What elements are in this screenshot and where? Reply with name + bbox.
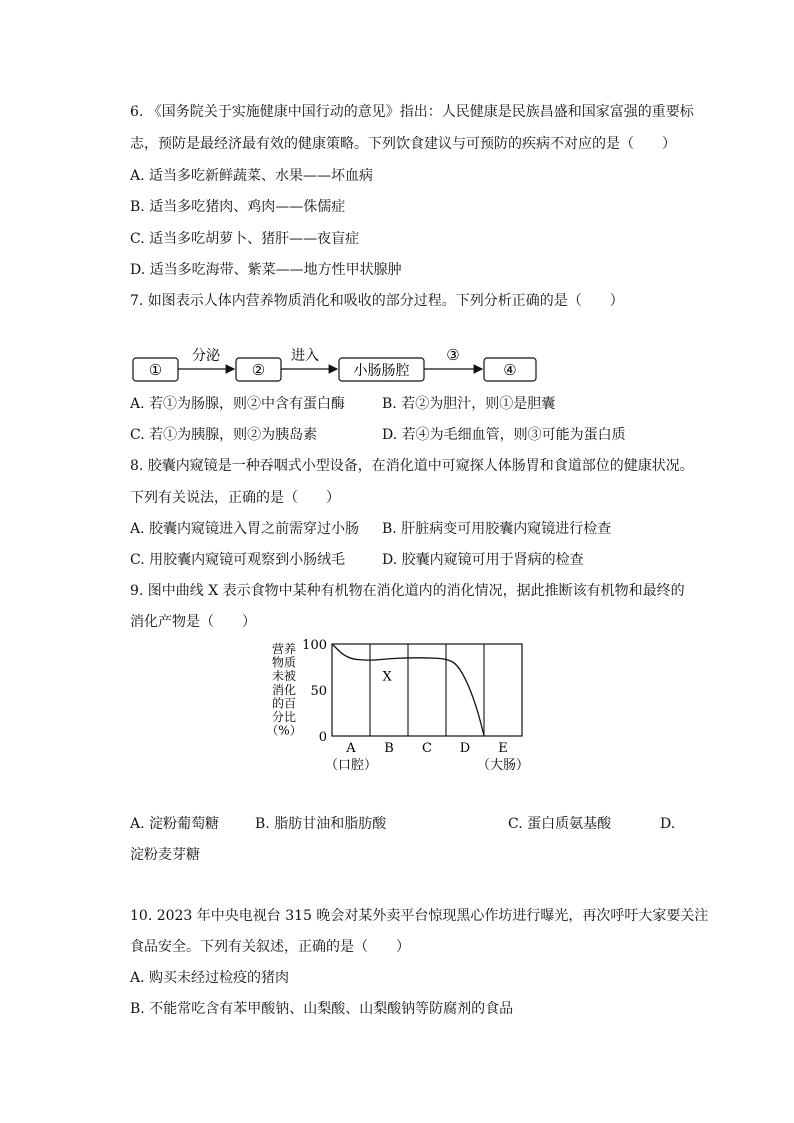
q10-stem-line2: 食品安全。下列有关叙述，正确的是（ ）	[130, 939, 410, 955]
q8-stem-line1: 8. 胶囊内窥镜是一种吞咽式小型设备，在消化道中可窥探人体肠胃和食道部位的健康状况。	[130, 458, 694, 474]
chart-x-category-label: C	[422, 741, 432, 756]
chart-x-category-note: （口腔）	[324, 758, 378, 773]
chart-y-axis-label: 消化	[271, 682, 297, 697]
q6-option-a: A. 适当多吃新鲜蔬菜、水果——坏血病	[130, 168, 374, 184]
q6-stem-line2: 志，预防是最经济最有效的健康策略。下列饮食建议与可预防的疾病不对应的是（ ）	[130, 136, 676, 152]
chart-y-tick-label: 100	[302, 638, 327, 653]
flow-box-4-label: ④	[503, 361, 517, 379]
q6-option-d: D. 适当多吃海带、紫菜——地方性甲状腺肿	[130, 262, 402, 278]
q6-option-b: B. 适当多吃猪肉、鸡肉——侏儒症	[130, 199, 346, 215]
chart-y-axis-label: 营养	[271, 642, 297, 656]
chart-x-category-label: B	[384, 741, 394, 756]
q6-option-c: C. 适当多吃胡萝卜、猪肝——夜盲症	[130, 231, 360, 247]
q9-digestion-chart	[260, 636, 550, 776]
q7-stem: 7. 如图表示人体内营养物质消化和吸收的部分过程。下列分析正确的是（ ）	[130, 293, 624, 309]
q7-flow-diagram	[0, 340, 794, 390]
q9-option-a: A. 淀粉葡萄糖	[130, 816, 220, 832]
q7-option-c: C. 若①为胰腺，则②为胰岛素	[130, 427, 318, 443]
q9-stem-line2: 消化产物是（ ）	[130, 614, 256, 630]
chart-y-tick-label: 0	[318, 730, 327, 745]
q7-option-b: B. 若②为胆汁，则①是胆囊	[382, 396, 556, 412]
q9-option-d: D.	[660, 816, 676, 832]
q9-stem-line1: 9. 图中曲线 X 表示食物中某种有机物在消化道内的消化情况，据此推断该有机物和最终的	[130, 583, 685, 599]
chart-x-category-label: A	[346, 741, 356, 756]
q8-option-d: D. 胶囊内窥镜可用于肾病的检查	[382, 552, 584, 568]
q8-option-b: B. 肝脏病变可用胶囊内窥镜进行检查	[382, 521, 612, 537]
flow-arrow-2-label: 进入	[291, 348, 319, 364]
q9-option-b: B. 脂肪甘油和脂肪酸	[255, 816, 387, 832]
flow-arrow-3-label: ③	[446, 346, 460, 364]
q8-stem-line2: 下列有关说法，正确的是（ ）	[130, 490, 340, 506]
chart-y-axis-label: 未被	[271, 669, 297, 684]
chart-x-category-label: E	[498, 741, 508, 756]
q8-option-a: A. 胶囊内窥镜进入胃之前需穿过小肠	[130, 521, 360, 537]
q8-option-c: C. 用胶囊内窥镜可观察到小肠绒毛	[130, 552, 346, 568]
q9-option-d-wrap: 淀粉麦芽糖	[130, 847, 200, 863]
flow-box-2-label: ②	[251, 361, 266, 379]
chart-y-axis-label: 分比	[271, 710, 297, 724]
chart-y-tick-label: 50	[310, 684, 327, 699]
chart-series-label: X	[382, 669, 392, 685]
chart-x-category-label: D	[459, 741, 471, 756]
chart-y-axis-label: 物质	[271, 655, 297, 670]
chart-y-axis-label: （%）	[266, 723, 302, 738]
flow-box-1-label: ①	[148, 361, 163, 379]
q7-option-d: D. 若④为毛细血管，则③可能为蛋白质	[382, 427, 626, 443]
q6-stem-line1: 6. 《国务院关于实施健康中国行动的意见》指出：人民健康是民族昌盛和国家富强的重要标	[130, 104, 694, 120]
chart-x-category-note: （大肠）	[476, 758, 530, 773]
flow-arrow-1-label: 分泌	[192, 348, 220, 364]
q10-option-b: B. 不能常吃含有苯甲酸钠、山梨酸、山梨酸钠等防腐剂的食品	[130, 1001, 514, 1017]
flow-box-3-label: 小肠肠腔	[353, 363, 410, 379]
chart-y-axis-label: 的百	[271, 696, 297, 711]
q10-option-a: A. 购买未经过检疫的猪肉	[130, 970, 290, 986]
q7-option-a: A. 若①为肠腺，则②中含有蛋白酶	[130, 396, 346, 412]
q9-option-c: C. 蛋白质氨基酸	[508, 816, 612, 832]
q10-stem-line1: 10. 2023 年中央电视台 315 晚会对某外卖平台惊现黑心作坊进行曝光，再次呼吁大家要关注	[130, 908, 709, 924]
